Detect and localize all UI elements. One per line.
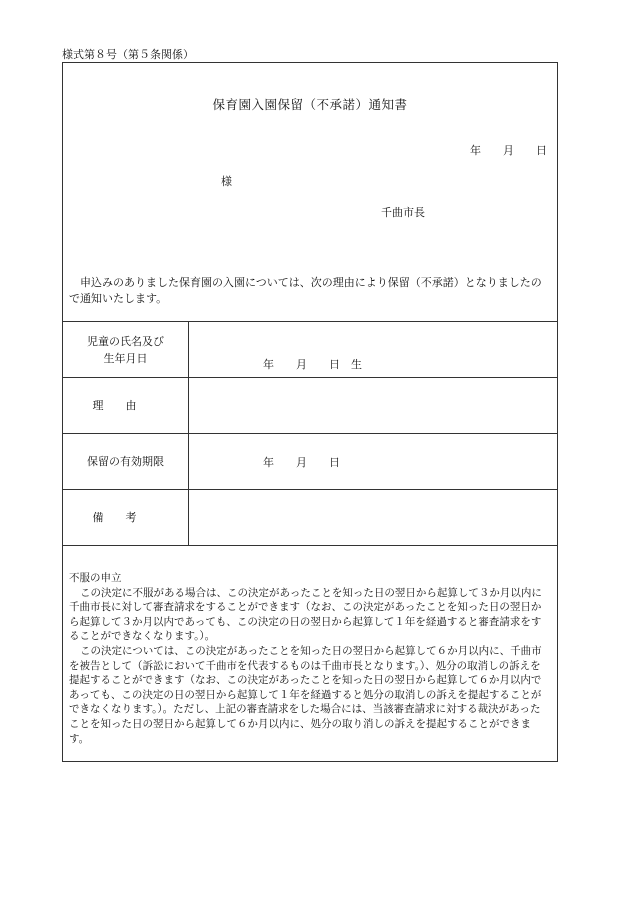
appeal-title: 不服の申立	[69, 572, 122, 584]
issue-date: 年 月 日	[470, 144, 547, 157]
form-number-label: 様式第８号（第５条関係）	[62, 48, 194, 61]
child-label-line1: 児童の氏名及び	[87, 334, 164, 348]
reason-label-cell	[63, 378, 189, 434]
child-label-line2: 生年月日	[103, 351, 148, 365]
birth-date-value: 年 月 日 生	[263, 358, 362, 371]
remarks-value-cell	[189, 490, 558, 546]
remarks-label-cell	[63, 490, 189, 546]
document-title: 保育園入園保留（不承諾）通知書	[212, 97, 408, 112]
intro-text: 申込みのありました保育園の入園については、次の理由により保留（不承諾）となりましたので通知いたします。	[69, 276, 542, 305]
child-value-cell	[189, 322, 558, 378]
table-row-validity	[63, 434, 557, 490]
remarks-label: 備考	[92, 511, 159, 524]
validity-value: 年 月 日	[263, 456, 340, 469]
reason-label: 理由	[92, 399, 159, 412]
sender-name: 千曲市長	[381, 206, 425, 219]
reason-value-cell	[189, 378, 558, 434]
child-label	[63, 322, 189, 378]
validity-value-cell	[189, 434, 558, 490]
notice-form	[62, 62, 558, 762]
addressee-suffix: 様	[221, 175, 232, 188]
table-row-reason	[63, 378, 557, 434]
details-table	[63, 321, 557, 546]
table-row-remarks	[63, 490, 557, 546]
appeal-notice	[69, 571, 551, 746]
table-row-child	[63, 322, 557, 378]
appeal-paragraph-1: この決定に不服がある場合は、この決定があったことを知った日の翌日から起算して３か月以内に千曲市長に対して審査請求をすることができます（なお、この決定があったことを知った日の翌日から起算して３か月以内であっても、この決定の日の翌日から起算して１年を経過すると審査請求をすることができなくなります。）。	[69, 586, 542, 643]
appeal-paragraph-2: この決定については、この決定があったことを知った日の翌日から起算して６か月以内に、千曲市を被告として（訴訟において千曲市を代表するものは千曲市長となります。）、処分の取消しの訴えを提起することができます（なお、この決定があったことを知った日の翌日から起算して６か月以内であっても、この決定の日の翌日から起算して１年を経過すると処分の取消しの訴えを提起することができなくなります。）。ただし、上記の審査請求をした場合には、当該審査請求に対する裁決があったことを知った日の翌日から起算して６か月以内に、処分の取り消しの訴えを提起することができます。	[69, 644, 542, 745]
validity-label: 保留の有効期限	[63, 434, 189, 490]
